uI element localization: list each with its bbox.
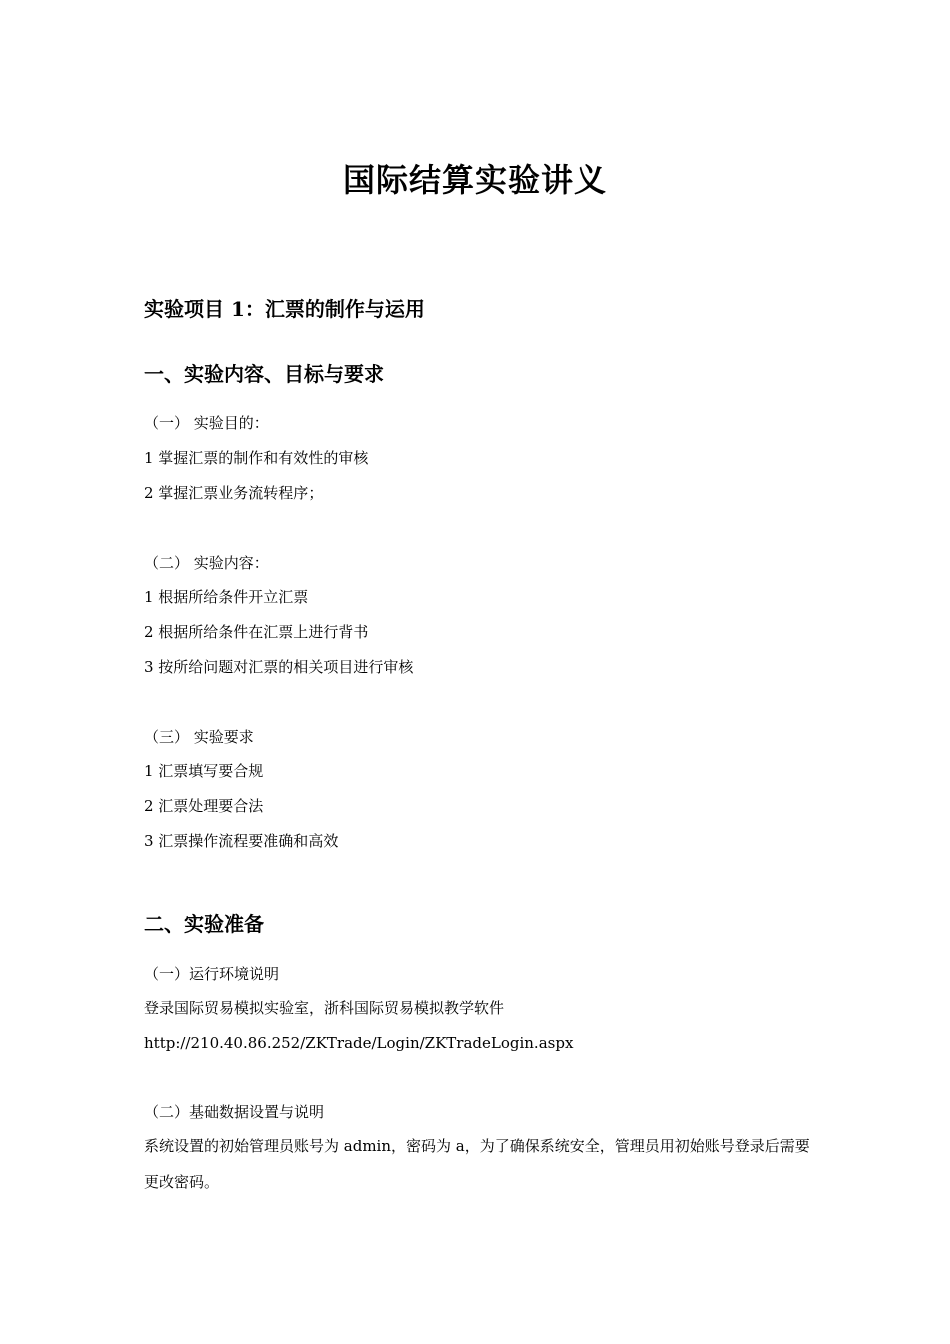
subheading-requirements: （三） 实验要求 [144,728,254,746]
subheading-content: （二） 实验内容： [144,554,269,572]
subheading-purpose: （一） 实验目的： [144,414,269,432]
subheading-environment: （一）运行环境说明 [144,965,280,983]
admin-account-paragraph: 系统设置的初始管理员账号为 admin，密码为 a，为了确保系统安全，管理员用初始账号登录后需要更改密码。 [144,1137,810,1191]
list-item: 1 根据所给条件开立汇票 [144,588,309,606]
list-item: 3 按所给问题对汇票的相关项目进行审核 [144,658,414,676]
login-url: http://210.40.86.252/ZKTrade/Login/ZKTradeLogin.aspx [144,1034,574,1052]
project-title: 实验项目 1：汇票的制作与运用 [144,297,425,321]
list-item: 2 汇票处理要合法 [144,797,264,815]
environment-description: 登录国际贸易模拟实验室，浙科国际贸易模拟教学软件 [144,999,505,1017]
list-item: 3 汇票操作流程要准确和高效 [144,832,339,850]
subheading-base-data: （二）基础数据设置与说明 [144,1103,325,1121]
section-heading-content-goals: 一、实验内容、目标与要求 [144,362,384,386]
list-item: 1 掌握汇票的制作和有效性的审核 [144,449,369,467]
document-title: 国际结算实验讲义 [342,161,607,199]
list-item: 1 汇票填写要合规 [144,762,264,780]
list-item: 2 根据所给条件在汇票上进行背书 [144,623,369,641]
section-heading-preparation: 二、实验准备 [144,912,264,936]
list-item: 2 掌握汇票业务流转程序； [144,484,324,502]
